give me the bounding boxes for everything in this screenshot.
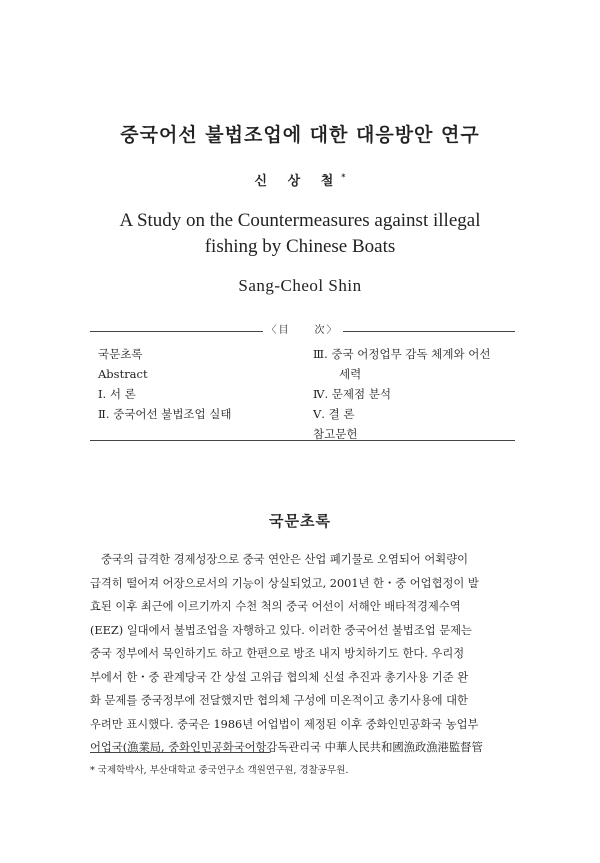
body-line: 중국의 급격한 경제성장으로 중국 연안은 산업 폐기물로 오염되어 어획량이 — [101, 553, 469, 566]
author-name-english: Sang-Cheol Shin — [238, 276, 362, 295]
paper-title-english-line-2: fishing by Chinese Boats — [204, 236, 396, 257]
paper-title-english-line-1: A Study on the Countermeasures against illegal — [119, 210, 481, 231]
abstract-body — [90, 548, 515, 760]
body-line: 화 문제를 중국정부에 전달했지만 협의체 구성에 미온적이고 총기사용에 대한 — [90, 694, 468, 707]
table-of-contents — [90, 325, 515, 441]
body-line: 효된 이후 최근에 이르기까지 수천 척의 중국 어선이 서해안 배타적경제수역 — [90, 600, 461, 613]
toc-item-korean-abstract: 국문초록 — [98, 347, 143, 361]
paper-title-english — [0, 208, 600, 260]
toc-item-supervision-system-cont: 세력 — [339, 367, 362, 381]
paper-title-korean: 중국어선 불법조업에 대한 대응방안 연구 — [120, 124, 480, 146]
footnote-divider — [90, 752, 270, 753]
toc-item-abstract: Abstract — [98, 367, 148, 381]
author-name-korean — [0, 170, 600, 189]
body-line: (EEZ) 일대에서 불법조업을 자행하고 있다. 이러한 중국어선 불법조업 문제는 — [90, 623, 472, 637]
section-title-korean-abstract: 국문초록 — [269, 512, 331, 530]
toc-item-introduction: Ⅰ. 서 론 — [98, 387, 136, 401]
toc-item-supervision-system: Ⅲ. 중국 어정업무 감독 체계와 어선 — [313, 347, 491, 361]
toc-right-column — [313, 344, 513, 444]
body-line: 우려만 표시했다. 중국은 1986년 어업법이 제정된 이후 중화인민공화국 농업부 — [90, 717, 479, 731]
toc-item-illegal-fishing-status: Ⅱ. 중국어선 불법조업 실태 — [98, 407, 232, 421]
author-footnote-mark: * — [341, 171, 346, 182]
body-line: 어업국(漁業局, 중화인민공화국어항감독관리국 中華人民共和國漁政漁港監督管 — [90, 741, 483, 754]
toc-item-problem-analysis: Ⅳ. 문제점 분석 — [313, 387, 391, 401]
toc-item-conclusion: Ⅴ. 결 론 — [313, 407, 355, 421]
toc-heading-text: 〈目 次〉 — [263, 325, 343, 336]
body-line: 부에서 한・중 관계당국 간 상설 고위급 협의체 신설 추진과 총기사용 기준 완 — [90, 670, 469, 684]
body-line: 중국 정부에서 묵인하기도 하고 한편으로 방조 내지 방치하기도 한다. 우리정 — [90, 647, 465, 660]
toc-heading — [90, 324, 515, 338]
body-line: 급격히 떨어져 어장으로서의 기능이 상실되었고, 2001년 한・중 어업협정이 발 — [90, 576, 479, 590]
toc-item-references: 참고문헌 — [313, 427, 358, 441]
toc-left-column — [98, 344, 232, 424]
footnote-author-affiliation: * 국제학박사, 부산대학교 중국연구소 객원연구원, 경찰공무원. — [90, 765, 349, 776]
author-name-korean-text: 신 상 철 — [254, 174, 342, 189]
